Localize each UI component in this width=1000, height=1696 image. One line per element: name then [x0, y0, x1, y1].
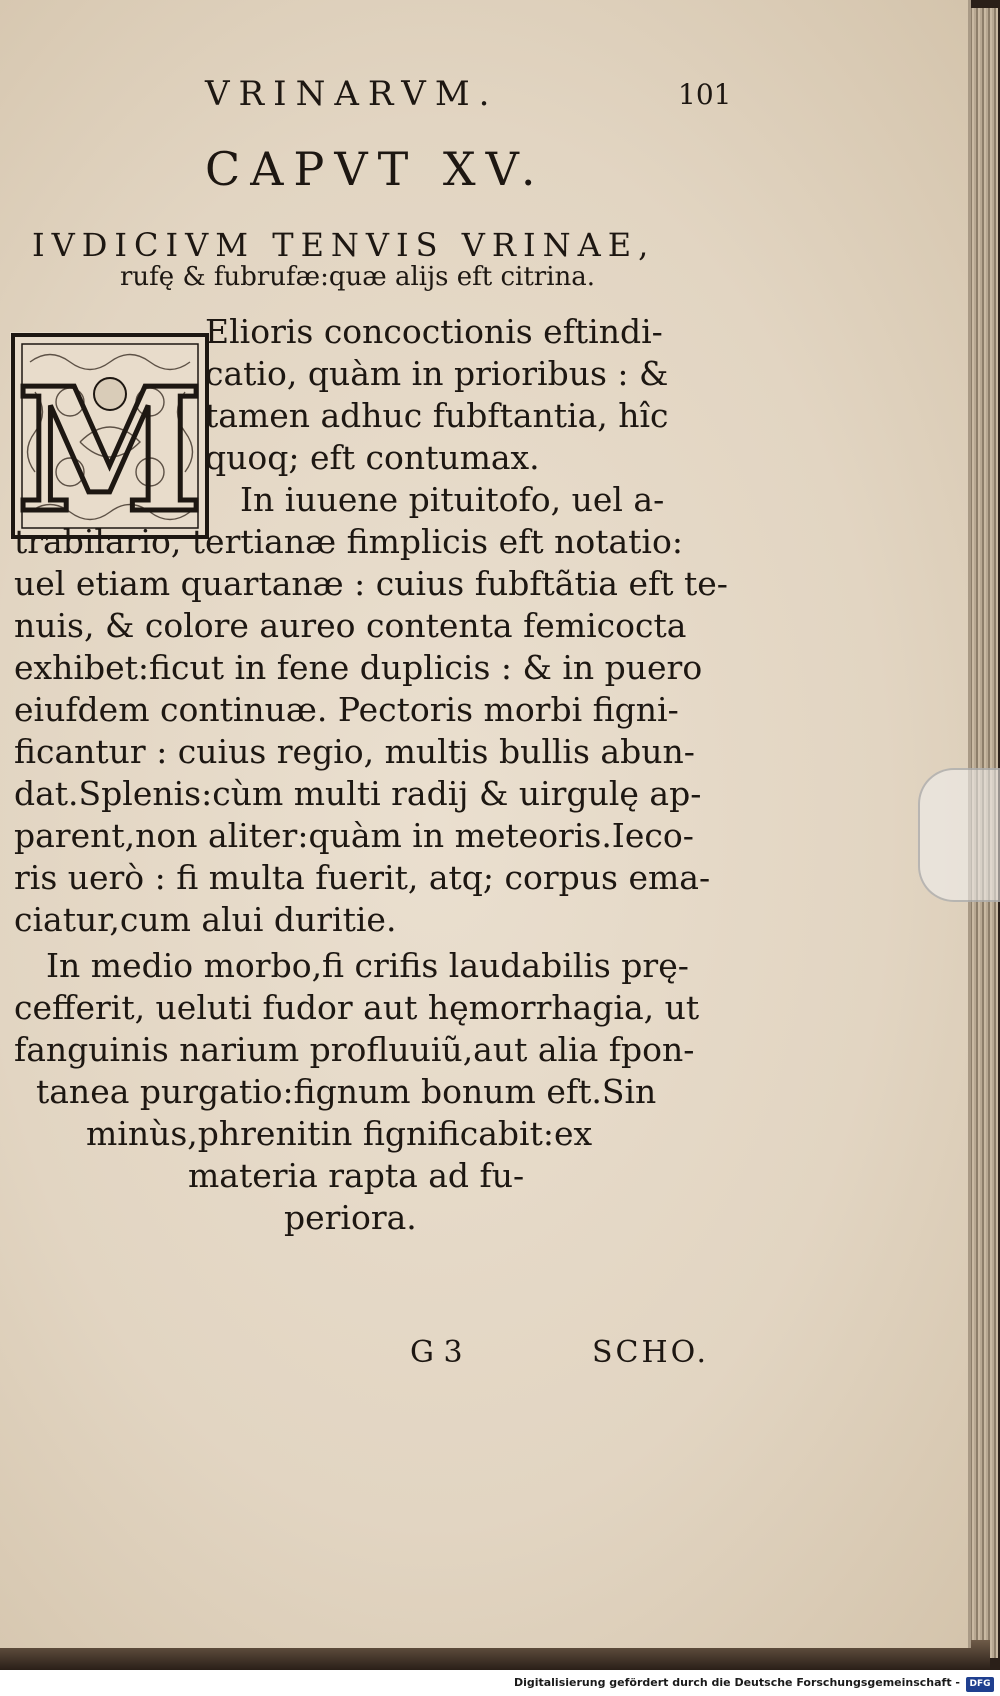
body-line: ciatur,cum alui duritie. [14, 900, 397, 939]
credit-bar [0, 1674, 1000, 1696]
body-line: tamen adhuc fubftantia, hîc [205, 396, 669, 435]
body-line: In medio morbo,fi crifis laudabilis prę- [46, 946, 689, 985]
chapter-subtitle-caps: IVDICIVM TENVIS VRINAE, [32, 226, 656, 264]
catchword: SCHO. [592, 1335, 710, 1370]
body-line: uel etiam quartanæ : cuius fubftãtia eft te- [14, 564, 728, 603]
body-line: tanea purgatio:fignum bonum eft.Sin [36, 1072, 657, 1111]
body-line: periora. [284, 1198, 417, 1237]
signature-mark: G 3 [410, 1335, 463, 1370]
body-line: ficantur : cuius regio, multis bullis abun- [14, 732, 695, 771]
body-line: minùs,phrenitin fignificabit:ex [86, 1114, 593, 1153]
body-line: nuis, & colore aureo contenta femicocta [14, 606, 687, 645]
body-line: fanguinis narium profluuiũ,aut alia fpon- [14, 1030, 695, 1069]
body-line: cefferit, ueluti fudor aut hęmorrhagia, ut [14, 988, 700, 1027]
svg-text:M: M [15, 351, 205, 540]
body-line: quoq; eft contumax. [205, 438, 540, 477]
body-line: catio, quàm in prioribus : & [205, 354, 669, 393]
body-line: exhibet:ficut in fene duplicis : & in puero [14, 648, 703, 687]
decorated-initial [10, 332, 210, 540]
body-line: In iuuene pituitofo, uel a- [240, 480, 665, 519]
body-line: materia rapta ad fu- [188, 1156, 525, 1195]
decorated-initial-m-icon [10, 332, 210, 540]
body-line: parent,non aliter:quàm in meteoris.Ieco- [14, 816, 694, 855]
body-line: eiufdem continuæ. Pectoris morbi figni- [14, 690, 679, 729]
body-line: Elioris concoctionis eftindi- [205, 312, 663, 351]
running-head: VRINARVM. [205, 74, 499, 114]
dfg-logo: DFG [966, 1677, 994, 1692]
body-line: dat.Splenis:cùm multi radij & uirgulę ap- [14, 774, 702, 813]
chapter-title: CAPVT XV. [205, 142, 546, 196]
body-line: ris uerò : fi multa fuerit, atq; corpus ema- [14, 858, 711, 897]
body-line: trabilario, tertianæ fimplicis eft notatio: [14, 522, 683, 561]
chapter-subtitle-rest: rufę & fubrufæ:quæ alijs eft citrina. [120, 262, 596, 292]
credit-text: Digitalisierung gefördert durch die Deutsche Forschungsgemeinschaft - [513, 1676, 960, 1689]
folio-number: 101 [678, 78, 732, 111]
page-marker-tab [918, 768, 1000, 902]
